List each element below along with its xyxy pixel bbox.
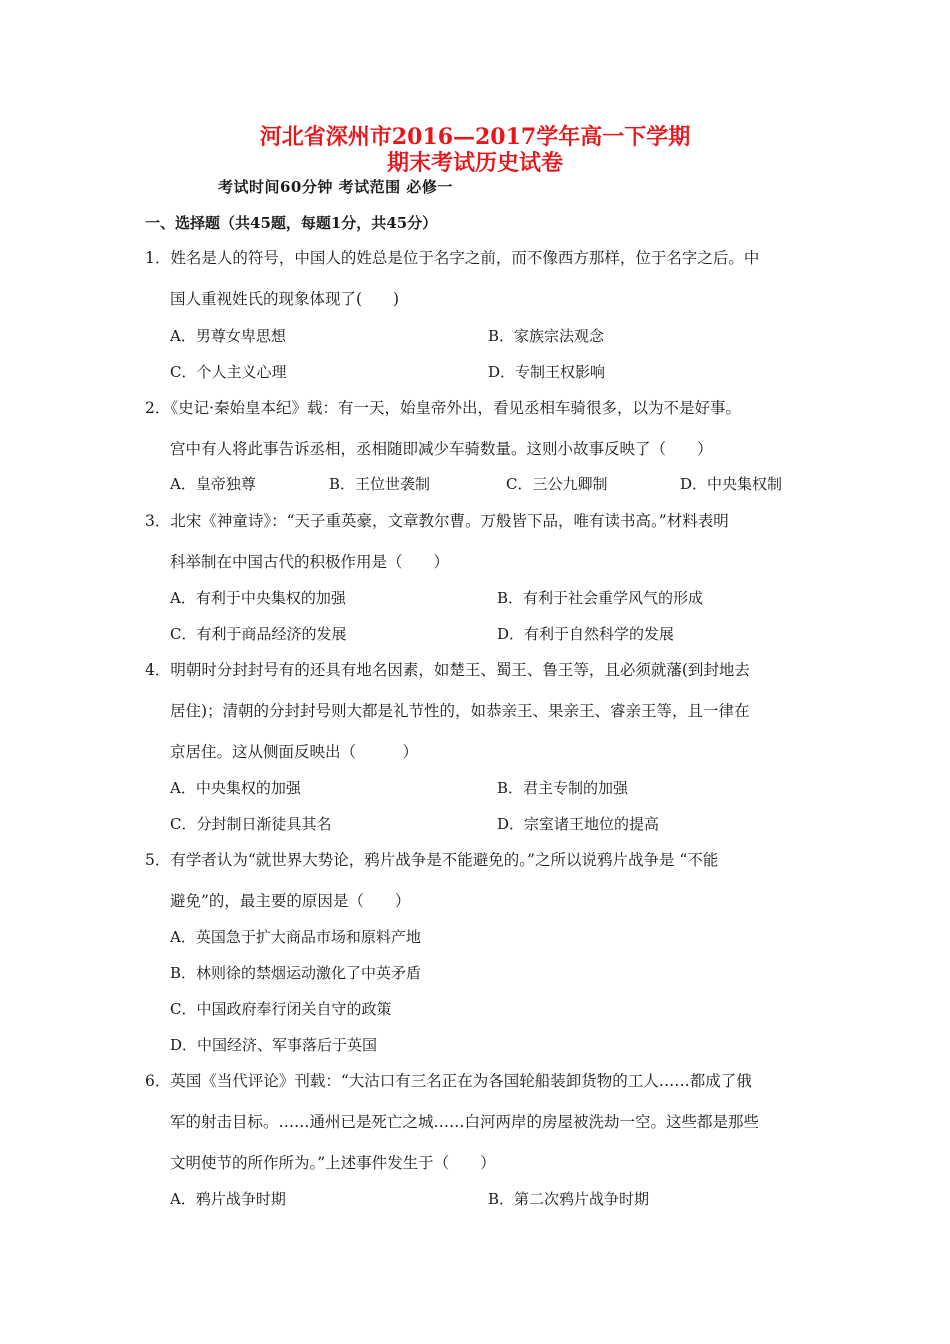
question-4-option-a: A．中央集权的加强 (170, 779, 301, 797)
question-5-option-b: B．林则徐的禁烟运动激化了中英矛盾 (170, 964, 422, 982)
question-2-option-d: D．中央集权制 (680, 475, 783, 493)
question-2-option-c: C．三公九卿制 (506, 475, 608, 493)
question-4-text: 4．明朝时分封封号有的还具有地名因素，如楚王、蜀王、鲁王等，且必须就藩(到封地去 (145, 661, 750, 679)
question-3-text: 3．北宋《神童诗》：“天子重英豪，文章教尔曹。万般皆下品，唯有读书高。”材料表明 (145, 512, 729, 530)
question-3-option-b: B．有利于社会重学风气的形成 (497, 589, 704, 607)
exam-info: 考试时间60分钟 考试范围 必修一 (218, 178, 453, 196)
question-6-text-cont-1: 军的射击目标。……通州已是死亡之城……白河两岸的房屋被洗劫一空。这些都是那些 (170, 1113, 760, 1131)
question-3-text-cont: 科举制在中国古代的积极作用是（ ） (170, 553, 450, 571)
question-1-option-d: D．专制王权影响 (488, 363, 606, 381)
question-6-text-cont-2: 文明使节的所作所为。”上述事件发生于（ ） (170, 1154, 496, 1172)
question-1-option-c: C．个人主义心理 (170, 363, 287, 381)
question-4-option-d: D．宗室诸王地位的提高 (497, 815, 660, 833)
question-3-option-d: D．有利于自然科学的发展 (497, 625, 675, 643)
question-5-text: 5．有学者认为“就世界大势论，鸦片战争是不能避免的。”之所以说鸦片战争是 “不能 (145, 851, 719, 869)
question-2-option-a: A．皇帝独尊 (170, 475, 256, 493)
document-title-line1: 河北省深州市2016—2017学年高一下学期 (259, 124, 691, 150)
question-5-option-a: A．英国急于扩大商品市场和原料产地 (170, 928, 421, 946)
question-5-option-c: C．中国政府奉行闭关自守的政策 (170, 1000, 392, 1018)
document-title-line2: 期末考试历史试卷 (386, 150, 563, 176)
question-3-option-c: C．有利于商品经济的发展 (170, 625, 347, 643)
question-1-text: 1．姓名是人的符号，中国人的姓总是位于名字之前，而不像西方那样，位于名字之后。中 (145, 249, 760, 267)
question-2-text: 2．《史记·秦始皇本纪》载：有一天，始皇帝外出，看见丞相车骑很多，以为不是好事。 (145, 399, 742, 417)
section-heading: 一、选择题（共45题，每题1分，共45分） (145, 214, 438, 232)
question-2-option-b: B．王位世袭制 (329, 475, 431, 493)
question-4-text-cont-1: 居住)；清朝的分封封号则大都是礼节性的，如恭亲王、果亲王、睿亲王等，且一律在 (170, 702, 750, 720)
question-6-text: 6．英国《当代评论》刊载：“大沽口有三名正在为各国轮船装卸货物的工人……都成了俄 (145, 1072, 752, 1090)
question-5-option-d: D．中国经济、军事落后于英国 (170, 1036, 378, 1054)
question-4-text-cont-2: 京居住。这从侧面反映出（ ） (170, 743, 419, 761)
question-4-option-b: B．君主专制的加强 (497, 779, 629, 797)
question-1-text-cont: 国人重视姓氏的现象体现了( ) (170, 290, 400, 308)
question-2-text-cont: 宫中有人将此事告诉丞相，丞相随即减少车骑数量。这则小故事反映了（ ） (170, 440, 713, 458)
question-4-option-c: C．分封制日渐徒具其名 (170, 815, 332, 833)
question-1-option-a: A．男尊女卑思想 (170, 327, 286, 345)
question-1-option-b: B．家族宗法观念 (488, 327, 605, 345)
question-6-option-a: A．鸦片战争时期 (170, 1190, 286, 1208)
question-3-option-a: A．有利于中央集权的加强 (170, 589, 346, 607)
question-5-text-cont: 避免”的，最主要的原因是（ ） (170, 892, 411, 910)
question-6-option-b: B．第二次鸦片战争时期 (488, 1190, 650, 1208)
